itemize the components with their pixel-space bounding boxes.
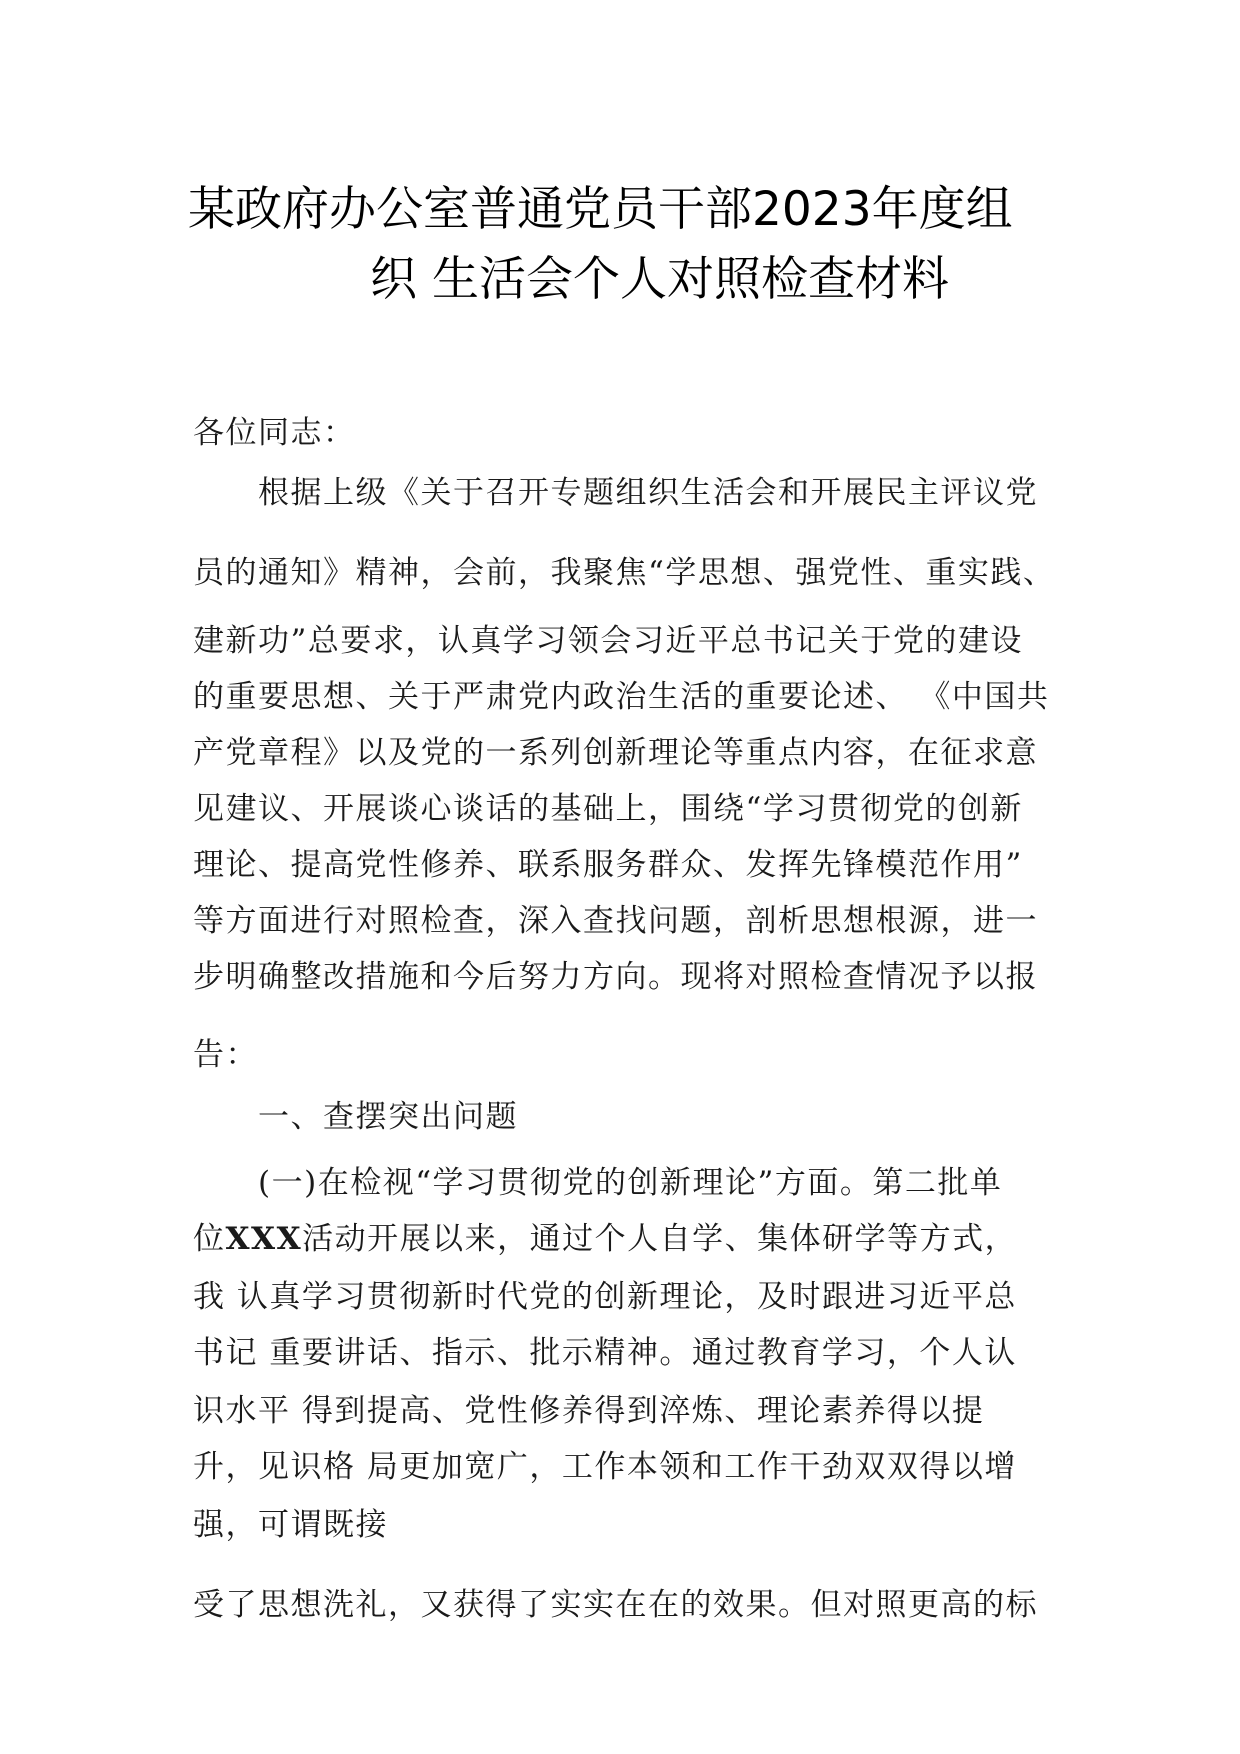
paragraph-line-mixed [193, 1218, 1017, 1260]
document-title-line-2: 织 生活会个人对照检查材料 [370, 252, 949, 307]
salutation: 各位同志： [193, 415, 356, 451]
paragraph-line: 升，见识格 局更加宽广，工作本领和工作干劲双双得以增 [193, 1449, 1017, 1485]
paragraph-line: 书记 重要讲话、指示、批示精神。通过教育学习，个人认 [193, 1335, 1017, 1371]
paragraph-text: 位 [193, 1221, 226, 1257]
paragraph-text: 活动开展以来，通过个人自学、集体研学等方式， [302, 1221, 1018, 1257]
paragraph-line: 员的通知》精神，会前，我聚焦“学思想、强党性、重实践、 [193, 555, 1056, 591]
paragraph-line: 根据上级《关于召开专题组织生活会和开展民主评议党 [258, 475, 1038, 511]
paragraph-line: 见建议、开展谈心谈话的基础上，围绕“学习贯彻党的创新 [193, 791, 1023, 827]
paragraph-line: 我 认真学习贯彻新时代党的创新理论，及时跟进习近平总 [193, 1279, 1017, 1315]
paragraph-line: 识水平 得到提高、党性修养得到淬炼、理论素养得以提 [193, 1393, 985, 1429]
paragraph-line: 步明确整改措施和今后努力方向。现将对照检查情况予以报 [193, 959, 1038, 995]
paragraph-line: 受了思想洗礼，又获得了实实在在的效果。但对照更高的标 [193, 1587, 1038, 1623]
paragraph-line: 建新功”总要求，认真学习领会习近平总书记关于党的建设 [193, 623, 1023, 659]
document-title-line-1: 某政府办公室普通党员干部2023年度组 [188, 182, 1013, 237]
section-heading: 一、查摆突出问题 [258, 1099, 518, 1135]
paragraph-line: (一)在检视“学习贯彻党的创新理论”方面。第二批单 [258, 1165, 1003, 1201]
paragraph-line: 告： [193, 1037, 258, 1073]
placeholder-bold-text: XXX [225, 1221, 303, 1257]
paragraph-line: 理论、提高党性修养、联系服务群众、发挥先锋模范作用” [193, 847, 1023, 883]
paragraph-line: 的重要思想、关于严肃党内政治生活的重要论述、 《中国共 [193, 679, 1050, 715]
paragraph-line: 强，可谓既接 [193, 1507, 388, 1543]
paragraph-line: 等方面进行对照检查，深入查找问题，剖析思想根源，进一 [193, 903, 1038, 939]
paragraph-line: 产党章程》以及党的一系列创新理论等重点内容，在征求意 [193, 735, 1038, 771]
